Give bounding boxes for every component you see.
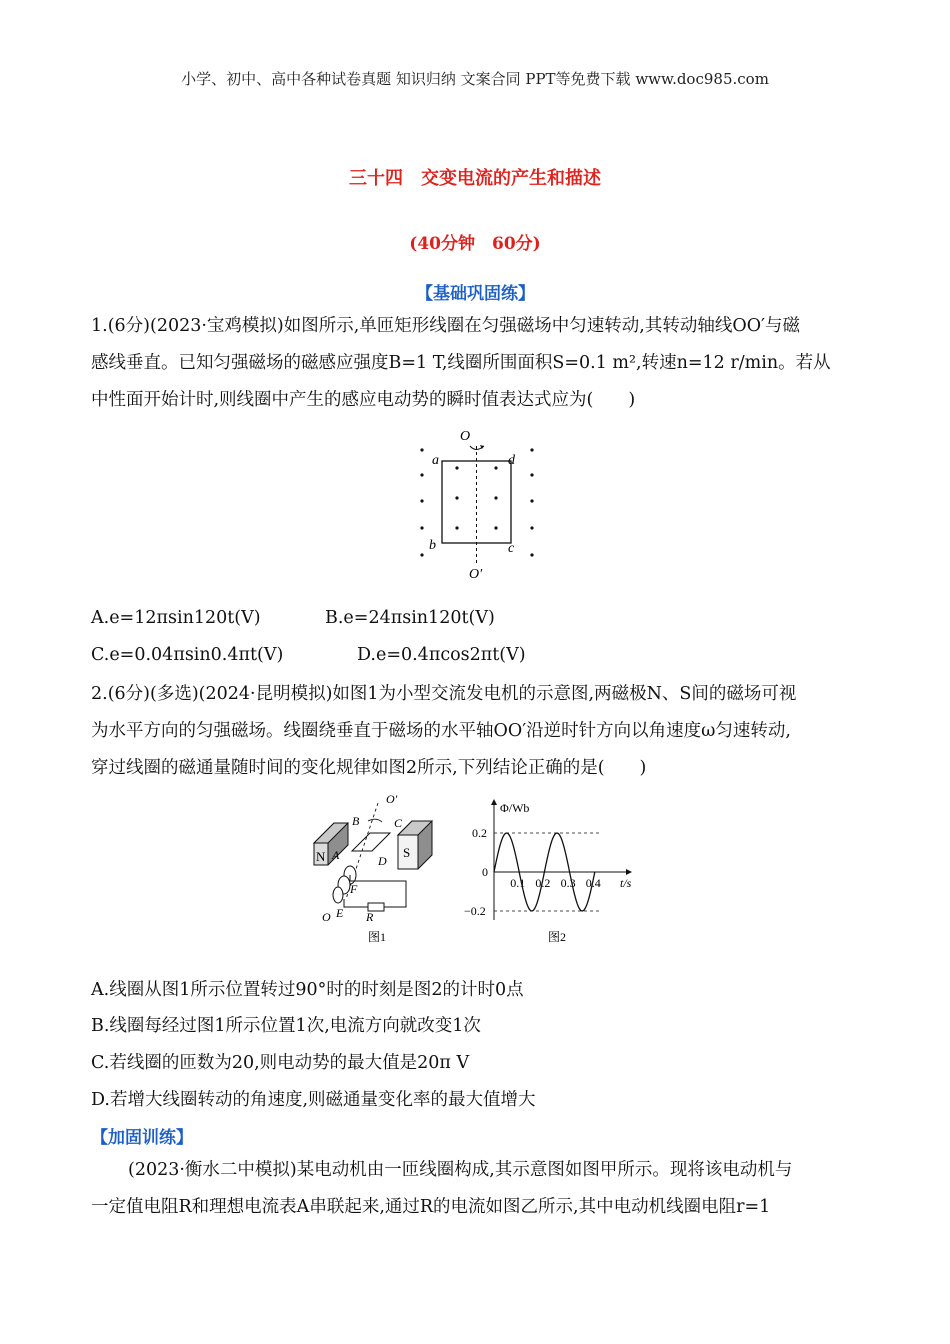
q2-option-c: C.若线圈的匝数为20,则电动势的最大值是20π V <box>91 1053 470 1073</box>
q3-line1: (2023·衡水二中模拟)某电动机由一匝线圈构成,其示意图如图甲所示。现将该电动机与 <box>128 1160 793 1180</box>
label-e: E <box>336 906 344 920</box>
chart-ylabel: Φ/Wb <box>500 801 530 815</box>
magnet-s-label: S <box>403 845 411 860</box>
q2-option-d: D.若增大线圈转动的角速度,则磁通量变化率的最大值增大 <box>91 1090 536 1110</box>
q2-figure2-flux-chart <box>460 795 646 947</box>
x-tick-label: 0.3 <box>560 876 576 890</box>
section-reinforce: 【加固训练】 <box>91 1128 193 1148</box>
label-o-top: O <box>460 429 471 444</box>
page-subtitle: (40分钟 60分) <box>409 234 541 254</box>
page-title: 三十四 交变电流的产生和描述 <box>349 168 601 189</box>
figure2-caption: 图2 <box>548 930 567 944</box>
label-a: a <box>432 453 439 468</box>
chart-xlabel: t/s <box>620 876 632 890</box>
label-a: A <box>332 848 340 862</box>
q2-stem <box>91 676 863 787</box>
q2-option-a: A.线圈从图1所示位置转过90°时的时刻是图2的计时0点 <box>91 980 524 1000</box>
q1-option-b: B.e=24πsin120t(V) <box>325 608 495 628</box>
section-basic: 【基础巩固练】 <box>416 284 535 304</box>
label-b: B <box>352 814 360 828</box>
q1-line1: 1.(6分)(2023·宝鸡模拟)如图所示,单匝矩形线圈在匀强磁场中匀速转动,其转动轴线OO′与磁 <box>91 316 801 336</box>
q1-line2: 感线垂直。已知匀强磁场的磁感应强度B=1 T,线圈所围面积S=0.1 m²,转速n=12 r/min。若从 <box>91 353 831 373</box>
q2-line3: 穿过线圈的磁通量随时间的变化规律如图2所示,下列结论正确的是( ) <box>91 758 647 778</box>
q2-figure1-generator <box>306 795 446 947</box>
q3-stem <box>91 1152 863 1226</box>
label-c: C <box>394 816 403 830</box>
q1-option-a: A.e=12πsin120t(V) <box>91 608 261 628</box>
label-o-prime: O′ <box>386 795 398 806</box>
q2-line2: 为水平方向的匀强磁场。线圈绕垂直于磁场的水平轴OO′沿逆时针方向以角速度ω匀速转动, <box>91 721 791 741</box>
q1-stem <box>91 308 863 419</box>
chart-origin: 0 <box>482 865 488 879</box>
label-f: F <box>350 882 358 896</box>
label-d: d <box>508 453 515 468</box>
y-tick-label: −0.2 <box>464 904 486 918</box>
x-tick-label: 0.1 <box>510 876 526 890</box>
q3-line2: 一定值电阻R和理想电流表A串联起来,通过R的电流如图乙所示,其中电动机线圈电阻r=1 <box>91 1197 771 1217</box>
x-tick-label: 0.2 <box>535 876 551 890</box>
label-o-bottom: O′ <box>469 567 483 580</box>
q1-figure <box>412 428 552 580</box>
figure1-caption: 图1 <box>368 930 387 944</box>
q1-option-c: C.e=0.04πsin0.4πt(V) <box>91 645 284 665</box>
q1-line3: 中性面开始计时,则线圈中产生的感应电动势的瞬时值表达式应为( ) <box>91 390 636 410</box>
x-tick-label: 0.4 <box>585 876 601 890</box>
y-tick-label: 0.2 <box>472 826 487 840</box>
magnet-n-label: N <box>316 849 326 864</box>
label-d: D <box>378 854 387 868</box>
q2-line1: 2.(6分)(多选)(2024·昆明模拟)如图1为小型交流发电机的示意图,两磁极N、S间的磁场可视 <box>91 684 797 704</box>
label-c: c <box>508 541 515 556</box>
page-header: 小学、初中、高中各种试卷真题 知识归纳 文案合同 PPT等免费下载 www.doc985.com <box>181 70 769 88</box>
label-b: b <box>429 538 436 553</box>
q2-option-b: B.线圈每经过图1所示位置1次,电流方向就改变1次 <box>91 1016 481 1036</box>
label-r: R <box>366 910 374 924</box>
q1-option-d: D.e=0.4πcos2πt(V) <box>357 645 526 665</box>
label-o: O <box>322 910 331 924</box>
